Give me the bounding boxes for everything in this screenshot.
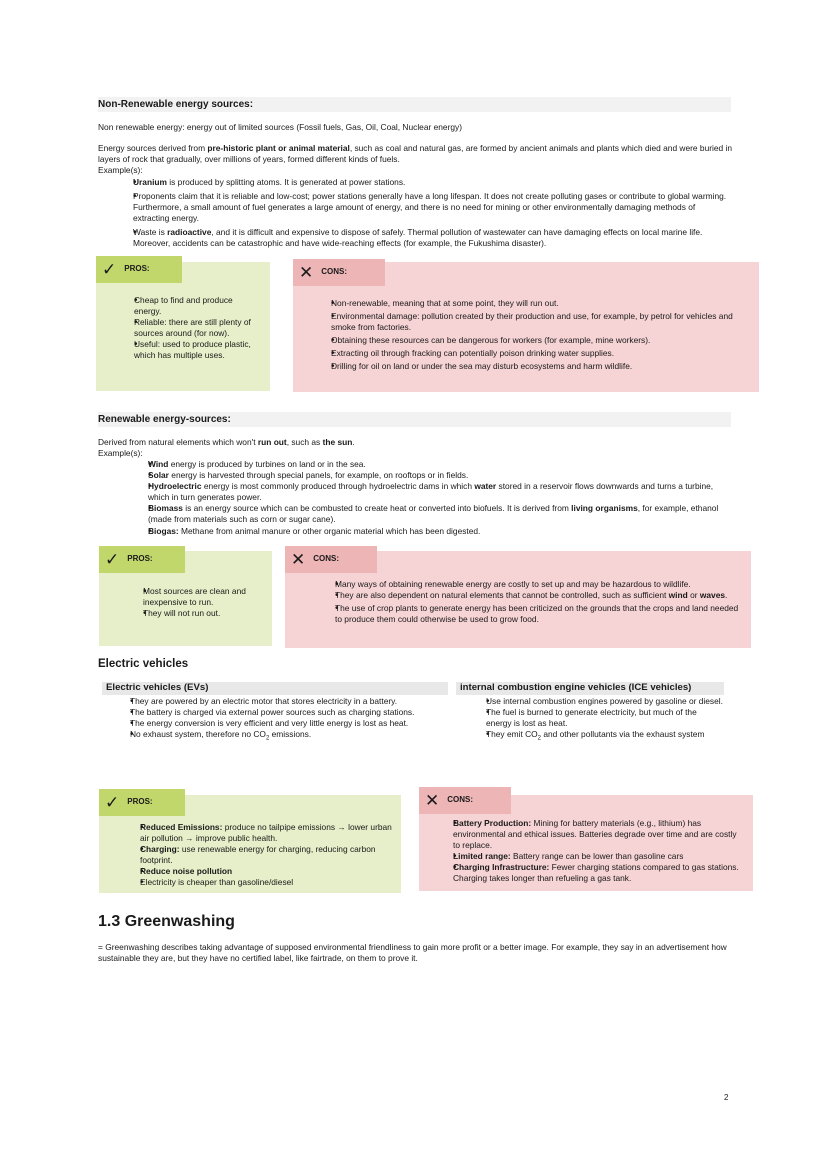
list-item: • Drilling for oil on land or under the sea may disturb ecosystems and harm wildlife. xyxy=(305,361,745,372)
list-item: • Biogas: Methane from animal manure or other organic material which has been digested. xyxy=(124,526,730,537)
check-icon: ✓ xyxy=(105,793,120,812)
nonrenewable-intro: Energy sources derived from pre-historic plant or animal material, such as coal and natural gas, are formed by ancient animals and plants which died and were buried in layers of rock that gradually, over millions of years, formed different kinds of fuels. xyxy=(98,143,733,165)
pros-tab: ✓ PROS: xyxy=(99,789,185,816)
ev-left-title: Electric vehicles (EVs) xyxy=(102,682,448,695)
list-item: • Most sources are clean and inexpensive to run. xyxy=(115,586,260,608)
list-item: • Obtaining these resources can be dangerous for workers (for example, mine workers). xyxy=(305,335,745,346)
list-item: • The energy conversion is very efficient and very little energy is lost as heat. xyxy=(106,718,446,729)
list-item: • They emit $CO_2$ and other pollutants via the exhaust system xyxy=(461,729,723,744)
list-item: • Reduced Emissions: produce no tailpipe emissions → lower urban air pollution → improve public health. xyxy=(115,822,395,844)
list-item: • Limited range: Battery range can be lower than gasoline cars xyxy=(429,851,745,862)
ev-left-list xyxy=(106,696,446,744)
list-item: • Use internal combustion engines powered by gasoline or diesel. xyxy=(461,696,723,707)
ev-right-title: internal combustion engine vehicles (ICE vehicles) xyxy=(456,682,724,695)
list-item: • Cheap to find and produce energy. xyxy=(108,295,256,317)
examples-label: Example(s): xyxy=(98,165,143,175)
pros-list xyxy=(108,295,256,362)
list-item: • Uranium is produced by splitting atoms. It is generated at power stations. xyxy=(110,177,728,188)
renewable-heading: Renewable energy-sources: xyxy=(98,412,731,427)
list-item: • Biomass is an energy source which can be combusted to create heat or converted into biofuels. It is derived from living organisms, for example, ethanol (made from materials such as corn or sugar cane). xyxy=(124,503,730,525)
renewable-examples xyxy=(124,459,730,537)
cons-tab: ✕ CONS: xyxy=(293,259,385,286)
greenwashing-text: = Greenwashing describes taking advantage of supposed environmental friendliness to gain more profit or a better image. For example, they say in an advertisement how sustainable they are, but they have no certified label, like fairtrade, on them to prove it. xyxy=(98,942,727,964)
greenwashing-title: 1.3 Greenwashing xyxy=(98,913,235,930)
pros-list xyxy=(115,822,395,889)
list-item: • Non-renewable, meaning that at some point, they will run out. xyxy=(305,298,745,309)
list-item: • The use of crop plants to generate energy has been criticized on the grounds that the crops and land needed to produce them could otherwise be used to grow food. xyxy=(309,603,743,625)
list-item: • Battery Production: Mining for battery materials (e.g., lithium) has environmental and ethical issues. Batteries degrade over time and are costly to replace. xyxy=(429,818,745,851)
list-item: • Solar energy is harvested through special panels, for example, on rooftops or in fields. xyxy=(124,470,730,481)
list-item: • Many ways of obtaining renewable energy are costly to set up and may be hazardous to wildlife. xyxy=(309,579,743,590)
cons-list xyxy=(305,298,745,373)
check-icon: ✓ xyxy=(102,260,117,279)
pros-list xyxy=(115,586,260,619)
cons-tab: ✕ CONS: xyxy=(419,787,511,814)
nonrenewable-definition: Non renewable energy: energy out of limited sources (Fossil fuels, Gas, Oil, Coal, Nuclear energy) xyxy=(98,122,463,132)
page-number: 2 xyxy=(724,1093,729,1102)
cons-list xyxy=(429,818,745,885)
cons-tab: ✕ CONS: xyxy=(285,546,377,573)
list-item: • Extracting oil through fracking can potentially poison drinking water supplies. xyxy=(305,348,745,359)
list-item: • Charging Infrastructure: Fewer charging stations compared to gas stations. Charging takes longer than refueling a gas tank. xyxy=(429,862,745,884)
nonrenewable-examples xyxy=(110,177,728,250)
ev-right-list xyxy=(461,696,723,744)
check-icon: ✓ xyxy=(105,550,120,569)
list-item: • Wind energy is produced by turbines on land or in the sea. xyxy=(124,459,730,470)
renewable-intro: Derived from natural elements which won't run out, such as the sun. xyxy=(98,437,355,447)
nonrenewable-heading: Non-Renewable energy sources: xyxy=(98,97,731,112)
ev-heading: Electric vehicles xyxy=(98,658,189,670)
cons-list xyxy=(309,579,743,625)
list-item: • The fuel is burned to generate electricity, but much of the energy is lost as heat. xyxy=(461,707,723,729)
list-item: • Electricity is cheaper than gasoline/diesel xyxy=(115,877,395,888)
list-item: • They are powered by an electric motor that stores electricity in a battery. xyxy=(106,696,446,707)
list-item: • Hydroelectric energy is most commonly produced through hydroelectric dams in which water stored in a reservoir flows downwards and turns a turbine, which in turn generates power. xyxy=(124,481,730,503)
list-item: • Proponents claim that it is reliable and low-cost; power stations generally have a long lifespan. It does not create polluting gases or contribute to global warming. Furthermore, a small amount of fuel generates a large amount of energy, and there is no need for mining or other environmentally damaging methods of extracting energy. xyxy=(110,191,728,224)
list-item: • The battery is charged via external power sources such as charging stations. xyxy=(106,707,446,718)
list-item: • Environmental damage: pollution created by their production and use, for example, by petrol for vehicles and smoke from factories. xyxy=(305,311,745,333)
list-item: • Charging: use renewable energy for charging, reducing carbon footprint. xyxy=(115,844,395,866)
list-item: • Useful: used to produce plastic, which has multiple uses. xyxy=(108,339,256,361)
examples-label: Example(s): xyxy=(98,448,143,458)
pros-tab: ✓ PROS: xyxy=(99,546,185,573)
cross-icon: ✕ xyxy=(299,263,314,282)
list-item: • No exhaust system, therefore no $CO_2$ emissions. xyxy=(106,729,446,744)
pros-tab: ✓ PROS: xyxy=(96,256,182,283)
list-item: • Waste is radioactive, and it is difficult and expensive to dispose of safely. Thermal pollution of wastewater can have damaging effects on local marine life. Moreover, accidents can be catastrophic and have wide-reaching effects (for example, the Fukushima disaster). xyxy=(110,227,728,249)
cross-icon: ✕ xyxy=(291,550,306,569)
list-item: • Reliable: there are still plenty of sources around (for now). xyxy=(108,317,256,339)
list-item: • They are also dependent on natural elements that cannot be controlled, such as sufficient wind or waves. xyxy=(309,590,743,601)
list-item: • Reduce noise pollution xyxy=(115,866,395,877)
list-item: • They will not run out. xyxy=(115,608,260,619)
cross-icon: ✕ xyxy=(425,791,440,810)
